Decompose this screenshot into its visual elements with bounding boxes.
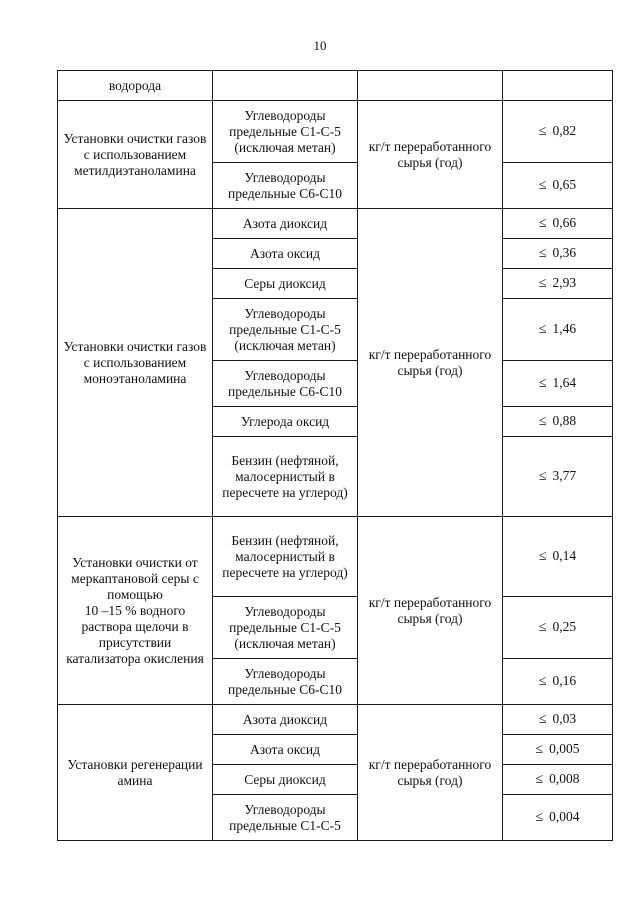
substance-cell: Углеводороды предельные С1-С-5 (исключая метан): [213, 101, 358, 163]
plant-cell: Установки регенерации амина: [58, 705, 213, 841]
value-cell: [503, 735, 613, 765]
table-row: [58, 209, 613, 239]
value: 0,82: [552, 123, 577, 138]
less-equal-sign: ≤: [538, 322, 547, 337]
less-equal-sign: ≤: [538, 376, 547, 391]
less-equal-sign: ≤: [538, 712, 547, 727]
less-equal-sign: ≤: [535, 810, 544, 825]
value-cell: [503, 705, 613, 735]
substance-cell: Серы диоксид: [213, 765, 358, 795]
unit-cell: кг/т переработанного сырья (год): [358, 517, 503, 705]
substance-cell: Углеводороды предельные С6-С10: [213, 659, 358, 705]
value: 0,14: [552, 548, 577, 563]
plant-cell: водорода: [58, 71, 213, 101]
substance-cell: Азота диоксид: [213, 209, 358, 239]
value: 0,65: [552, 177, 577, 192]
value-cell: [503, 101, 613, 163]
table-row: [58, 517, 613, 597]
value: 2,93: [552, 275, 577, 290]
value-cell: [503, 239, 613, 269]
substance-cell: Бензин (нефтяной, малосернистый в пересчете на углерод): [213, 517, 358, 597]
substance-cell: Азота оксид: [213, 239, 358, 269]
value-cell: [503, 437, 613, 517]
substance-cell: Углеводороды предельные С1-С-5: [213, 795, 358, 841]
less-equal-sign: ≤: [538, 178, 547, 193]
substance-cell: Азота оксид: [213, 735, 358, 765]
substance-cell: Углеводороды предельные С1-С-5 (исключая метан): [213, 597, 358, 659]
substance-cell: [213, 71, 358, 101]
value: 0,25: [552, 619, 577, 634]
value: 0,008: [549, 771, 580, 786]
value-cell: [503, 659, 613, 705]
substance-cell: Углеводороды предельные С6-С10: [213, 361, 358, 407]
plant-cell: Установки очистки газов с использованием метилдиэтаноламина: [58, 101, 213, 209]
less-equal-sign: ≤: [538, 620, 547, 635]
value-cell: [503, 795, 613, 841]
plant-name-line: Установки очистки от меркаптановой серы с помощью: [71, 554, 199, 602]
table-row: [58, 71, 613, 101]
plant-name-line: 10 –15 % водного раствора щелочи в присутствии катализатора окисления: [66, 602, 204, 666]
value-cell: [503, 71, 613, 101]
less-equal-sign: ≤: [538, 414, 547, 429]
emission-norms-table: [57, 70, 613, 841]
value-cell: [503, 407, 613, 437]
substance-cell: Углерода оксид: [213, 407, 358, 437]
value: 0,03: [552, 711, 577, 726]
substance-cell: Углеводороды предельные С1-С-5 (исключая метан): [213, 299, 358, 361]
less-equal-sign: ≤: [538, 469, 547, 484]
unit-cell: кг/т переработанного сырья (год): [358, 705, 503, 841]
substance-cell: Бензин (нефтяной, малосернистый в пересчете на углерод): [213, 437, 358, 517]
plant-cell: [58, 517, 213, 705]
value-cell: [503, 765, 613, 795]
value: 0,36: [552, 245, 577, 260]
less-equal-sign: ≤: [538, 246, 547, 261]
less-equal-sign: ≤: [538, 674, 547, 689]
value: 1,46: [552, 321, 577, 336]
value: 1,64: [552, 375, 577, 390]
value-cell: [503, 517, 613, 597]
substance-cell: Азота диоксид: [213, 705, 358, 735]
value: 0,16: [552, 673, 577, 688]
unit-cell: кг/т переработанного сырья (год): [358, 209, 503, 517]
less-equal-sign: ≤: [538, 124, 547, 139]
value: 3,77: [552, 468, 577, 483]
value-cell: [503, 163, 613, 209]
table-row: [58, 705, 613, 735]
unit-cell: кг/т переработанного сырья (год): [358, 101, 503, 209]
less-equal-sign: ≤: [538, 216, 547, 231]
value: 0,66: [552, 215, 577, 230]
value-cell: [503, 269, 613, 299]
value-cell: [503, 299, 613, 361]
less-equal-sign: ≤: [535, 742, 544, 757]
value-cell: [503, 597, 613, 659]
value-cell: [503, 361, 613, 407]
value-cell: [503, 209, 613, 239]
less-equal-sign: ≤: [538, 276, 547, 291]
page-number: 10: [313, 38, 327, 53]
less-equal-sign: ≤: [538, 549, 547, 564]
substance-cell: Серы диоксид: [213, 269, 358, 299]
value: 0,004: [549, 809, 580, 824]
table-row: [58, 101, 613, 163]
less-equal-sign: ≤: [535, 772, 544, 787]
value: 0,88: [552, 413, 577, 428]
unit-cell: [358, 71, 503, 101]
substance-cell: Углеводороды предельные С6-С10: [213, 163, 358, 209]
plant-cell: Установки очистки газов с использованием моноэтаноламина: [58, 209, 213, 517]
value: 0,005: [549, 741, 580, 756]
